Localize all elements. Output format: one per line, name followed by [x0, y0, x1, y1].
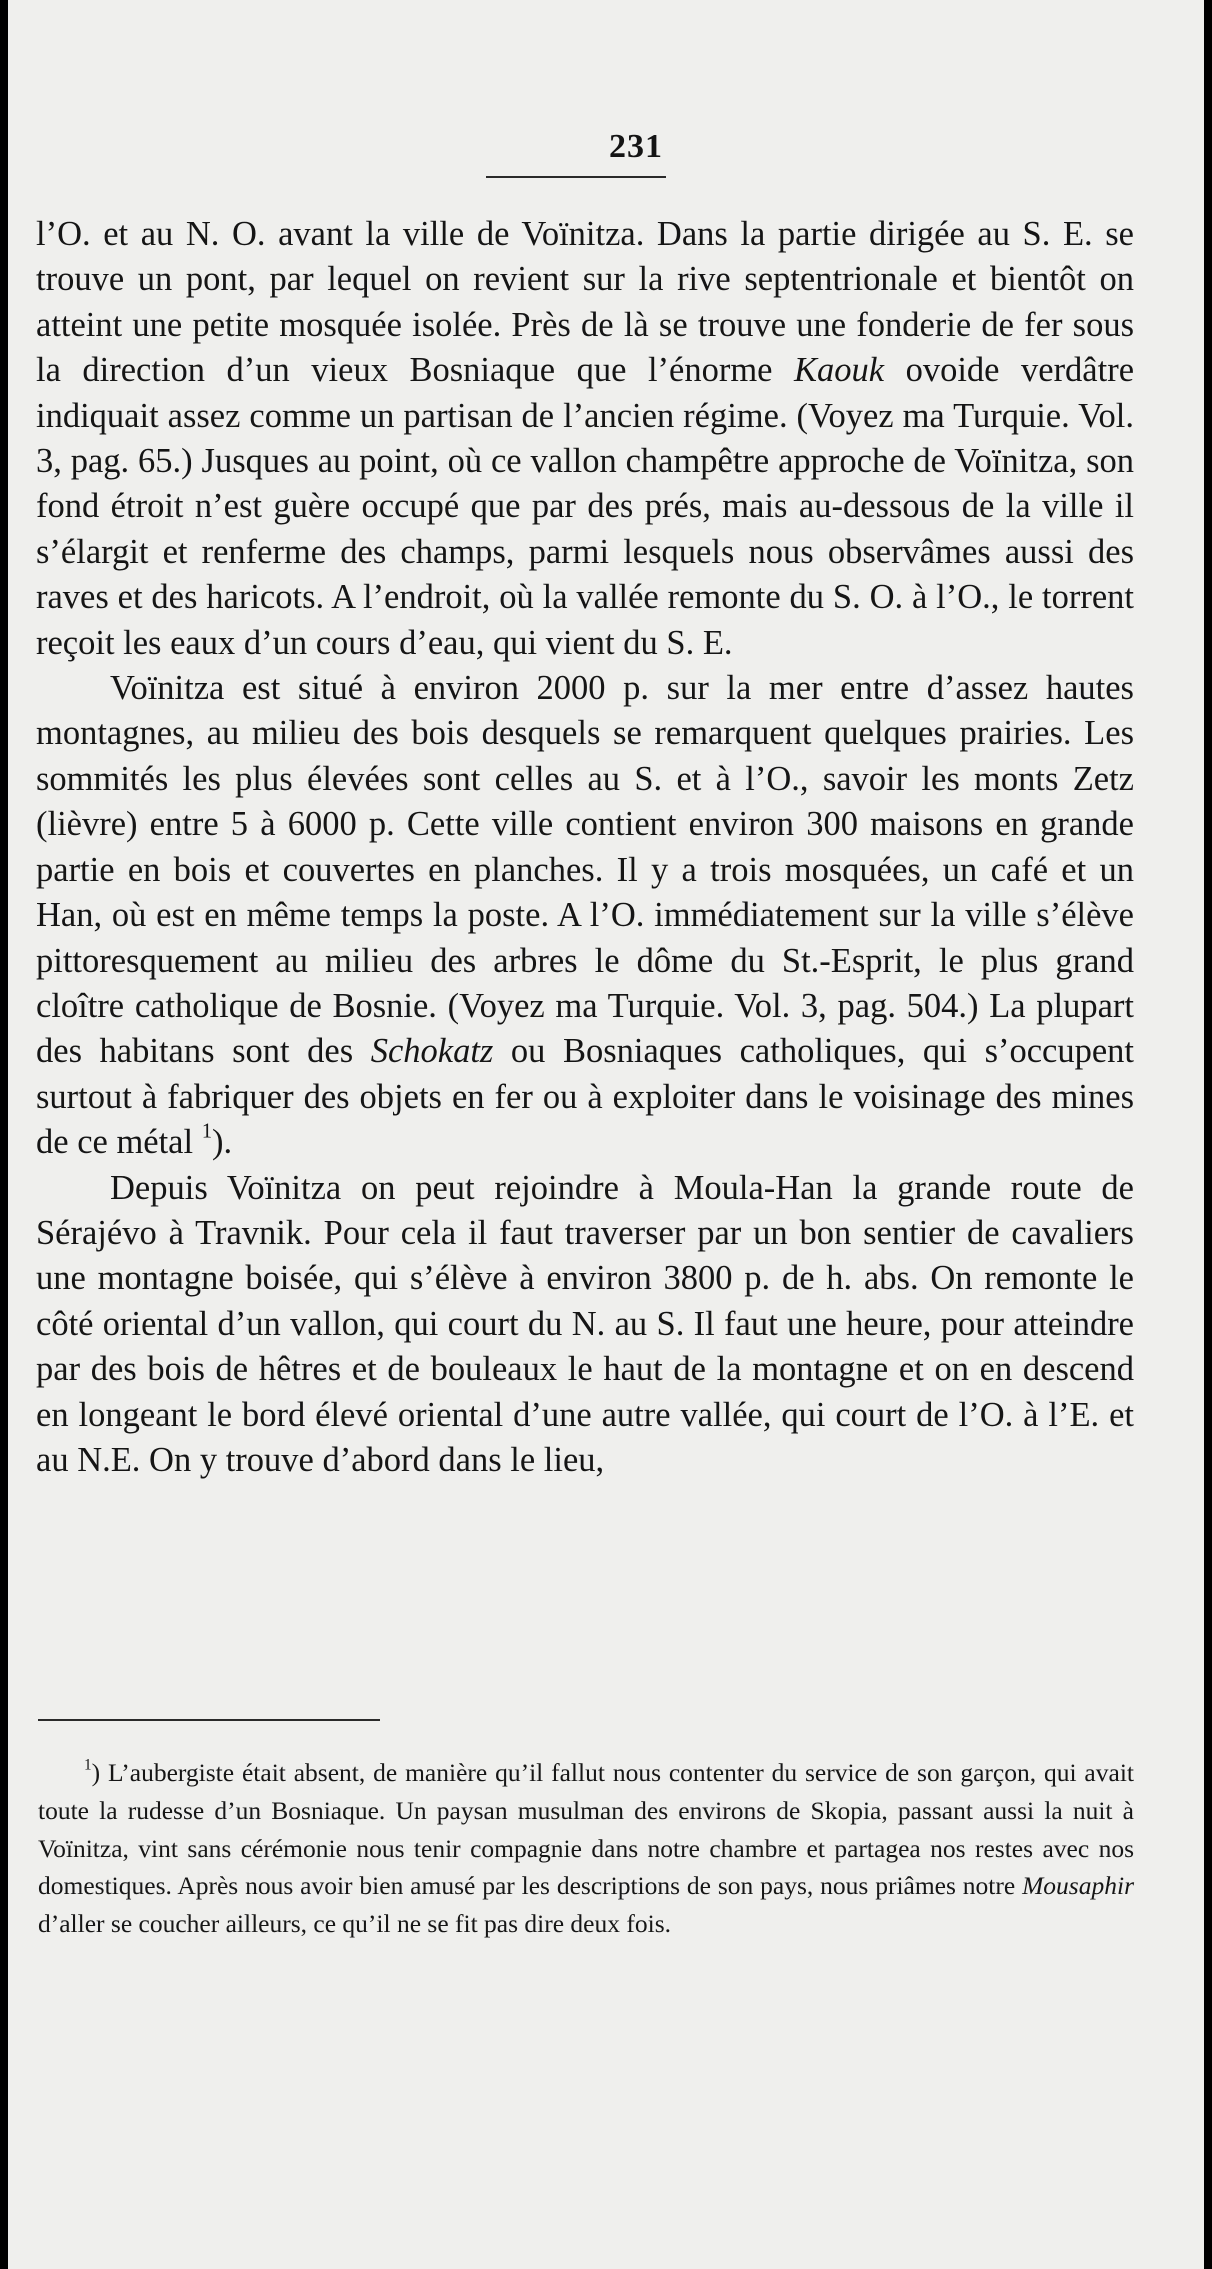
text-run: Depuis Voïnitza on peut rejoindre à Moula-Han la grande route de Sérajévo à Travnik. Pour cela il faut traverser par un bon sentier de cavaliers une montagne boisée, qui s’élève à environ 3800 p. de h. abs. On remonte le côté oriental d’un vallon, qui court du N. au S. Il faut une heure, pour atteindre par des bois de hêtres et de bouleaux le haut de la montagne et on en descend en longeant le bord élevé oriental d’une autre vallée, qui court de l’O. à l’E. et au N.E. On y trouve d’abord dans le lieu,: [36, 1168, 1134, 1479]
paragraph: [36, 212, 1134, 666]
text-run: ).: [212, 1123, 233, 1162]
footnote: [38, 1754, 1134, 1943]
footnote-rule: [38, 1719, 380, 1721]
paragraph: [36, 1166, 1134, 1484]
main-text: [36, 212, 1134, 1483]
text-run: ovoide verdâtre indiquait assez comme un partisan de l’ancien régime. (Voyez ma Turquie. Vol. 3, pag. 65.) Jusques au point, où ce vallon champêtre approche de Voïnitza, son fond étroit n’est guère occupé que par des prés, mais au-dessous de la ville il s’élargit et renferme des champs, parmi lesquels nous observâmes aussi des raves et des haricots. A l’endroit, où la vallée remonte du S. O. à l’O., le torrent reçoit les eaux d’un cours d’eau, qui vient du S. E.: [36, 351, 1135, 662]
footnote-marker-paren: ): [91, 1758, 109, 1787]
italic-term: Kaouk: [794, 351, 885, 390]
header-rule: [486, 176, 666, 178]
text-run: d’aller se coucher ailleurs, ce qu’il ne se fit pas dire deux fois.: [38, 1909, 672, 1939]
italic-term: Schokatz: [370, 1032, 494, 1071]
page-number: 231: [609, 128, 663, 165]
text-run: l’O. et au N. O. avant la ville de Voïnitza. Dans la partie dirigée au S. E. se trouve un pont, par lequel on revient sur la rive septentrionale et bientôt on atteint une petite mosquée isolée. Près de là se trouve une fonderie de fer sous la direction d’un vieux Bosniaque que l’énorme: [36, 215, 1134, 390]
footnote-reference: 1: [201, 1120, 213, 1143]
paragraph: [36, 666, 1134, 1165]
book-page: [8, 0, 1204, 2269]
text-run: Voïnitza est situé à environ 2000 p. sur la mer entre d’assez hautes montagnes, au milieu des bois desquels se remarquent quelques prairies. Les sommités les plus élevées sont celles au S. et à l’O., savoir les monts Zetz (lièvre) entre 5 à 6000 p. Cette ville contient environ 300 maisons en grande partie en bois et couvertes en planches. Il y a trois mosquées, un café et un Han, où est en même temps la poste. A l’O. immédiatement sur la ville s’élève pittoresquement au milieu des arbres le dôme du St.-Esprit, le plus grand cloître catholique de Bosnie. (Voyez ma Turquie. Vol. 3, pag. 504.) La plupart des habitans sont des: [36, 669, 1134, 1071]
footnotes: [38, 1754, 1134, 1943]
text-run: L’aubergiste était absent, de manière qu’il fallut nous contenter du service de son garçon, qui avait toute la rudesse d’un Bosniaque. Un paysan musulman des environs de Skopia, passant aussi la nuit à Voïnitza, vint sans cérémonie nous tenir compagnie dans notre chambre et partagea nos restes avec nos domestiques. Après nous avoir bien amusé par les descriptions de son pays, nous priâmes notre: [38, 1758, 1134, 1901]
footnote-marker: 1: [84, 1756, 92, 1774]
italic-term: Mousaphir: [1022, 1871, 1134, 1901]
text-run: ou Bosniaques catholiques, qui s’occupent surtout à fabriquer des objets en fer ou à exploiter dans le voisinage des mines de ce métal: [36, 1032, 1135, 1162]
